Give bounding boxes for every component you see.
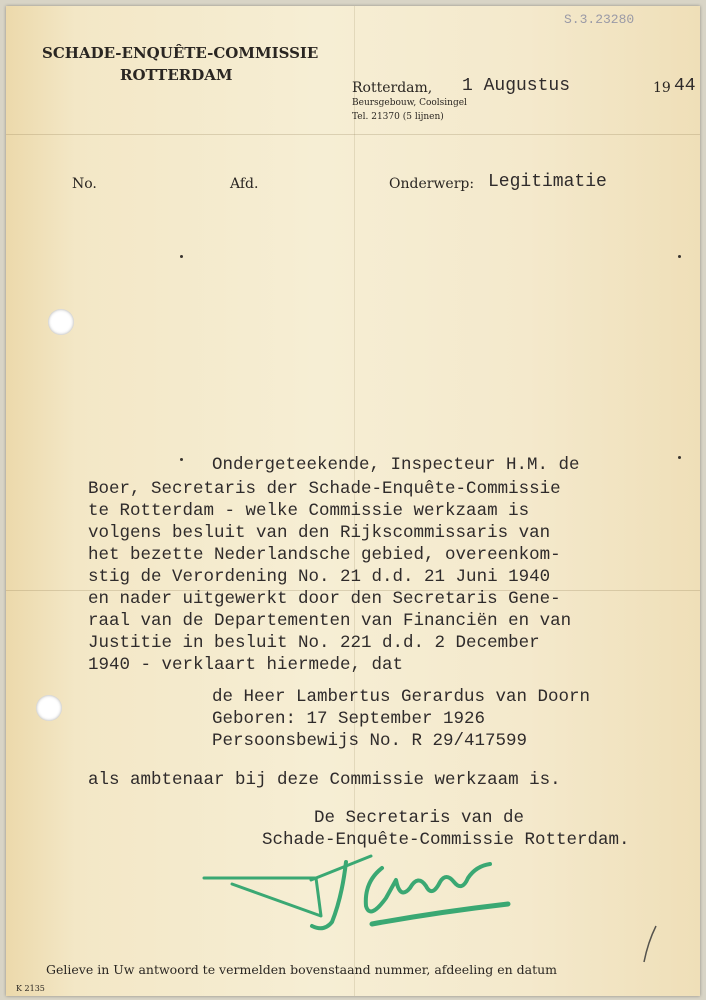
subject-label: Onderwerp: <box>389 176 475 192</box>
year-printed: 19 <box>653 80 671 96</box>
punch-hole <box>36 695 62 721</box>
body-line: stig de Verordening No. 21 d.d. 21 Juni 1940 <box>88 567 551 587</box>
pencil-mark <box>636 922 666 966</box>
subject-value: Legitimatie <box>488 172 607 192</box>
body-line: raal van de Departementen van Financiën en van <box>88 611 572 631</box>
signature-mark <box>196 842 516 942</box>
body-line: te Rotterdam - welke Commissie werkzaam is <box>88 501 530 521</box>
letter-paper <box>6 6 700 996</box>
footer-note: Gelieve in Uw antwoord te vermelden bovenstaand nummer, afdeeling en datum <box>46 962 558 977</box>
number-label: No. <box>72 176 97 192</box>
department-label: Afd. <box>230 176 259 192</box>
body-line: 1940 - verklaart hiermede, dat <box>88 655 404 675</box>
archive-reference: S.3.23280 <box>564 12 635 27</box>
dot-mark <box>678 456 681 459</box>
letter-date: 1 Augustus <box>462 76 571 96</box>
body-line: Ondergeteekende, Inspecteur H.M. de <box>212 455 580 475</box>
person-id: Persoonsbewijs No. R 29/417599 <box>212 731 528 751</box>
phone: Tel. 21370 (5 lijnen) <box>352 112 444 122</box>
year-typed: 44 <box>674 76 696 96</box>
body-line: het bezette Nederlandsche gebied, overeenkom- <box>88 545 561 565</box>
body-line: Justitie in besluit No. 221 d.d. 2 December <box>88 633 540 653</box>
signatory-title: De Secretaris van de <box>314 808 525 828</box>
letterhead-org: SCHADE-ENQUÊTE-COMMISSIE <box>42 44 319 62</box>
dot-mark <box>180 458 183 461</box>
person-birth: Geboren: 17 September 1926 <box>212 709 486 729</box>
address: Beursgebouw, Coolsingel <box>352 98 467 108</box>
fold-line <box>6 134 700 135</box>
place-label: Rotterdam, <box>352 80 433 96</box>
body-line: en nader uitgewerkt door den Secretaris Gene- <box>88 589 561 609</box>
body-line: volgens besluit van den Rijkscommissaris van <box>88 523 551 543</box>
person-name: de Heer Lambertus Gerardus van Doorn <box>212 687 591 707</box>
signatory-org: Schade-Enquête-Commissie Rotterdam. <box>262 830 630 850</box>
punch-hole <box>48 309 74 335</box>
letterhead-city: ROTTERDAM <box>120 66 233 84</box>
body-line: Boer, Secretaris der Schade-Enquête-Commissie <box>88 479 561 499</box>
dot-mark <box>180 255 183 258</box>
closing-line: als ambtenaar bij deze Commissie werkzaam is. <box>88 770 561 790</box>
form-code: K 2135 <box>16 984 45 993</box>
dot-mark <box>678 255 681 258</box>
